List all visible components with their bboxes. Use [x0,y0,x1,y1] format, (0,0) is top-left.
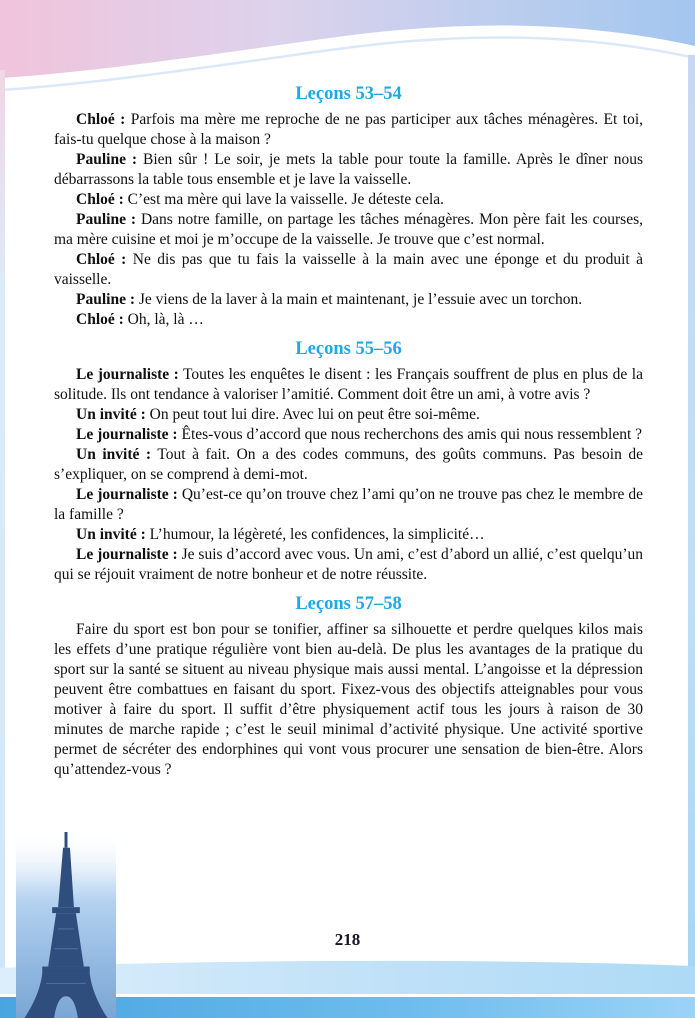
dialogue-text: Parfois ma mère me reproche de ne pas participer aux tâches ménagères. Et toi, fais-tu quelque chose à la maison ? [54,111,643,148]
dialogue-paragraph [54,150,643,190]
section-lecons-53-54 [54,84,643,330]
section-lecons-57-58 [54,594,643,780]
speaker-name: Un invité : [76,406,146,423]
dialogue-paragraph [54,445,643,485]
speaker-name: Pauline : [76,291,135,308]
dialogue-text: Êtes-vous d’accord que nous recherchons des amis qui nous ressemblent ? [181,426,643,443]
page-number: 218 [334,930,361,949]
section-lecons-55-56 [54,339,643,585]
dialogue-paragraph [54,310,643,330]
dialogue-text: Ne dis pas que tu fais la vaisselle à la main avec une éponge et du produit à vaisselle. [54,251,644,288]
dialogue-paragraph [54,405,643,425]
dialogue-paragraph [54,525,643,545]
speaker-name: Un invité : [76,526,146,543]
speaker-name: Chloé : [76,251,127,268]
dialogue-text: Bien sûr ! Le soir, je mets la table pour toute la famille. Après le dîner nous débarrassons la table tous ensemble et je lave la vaisselle. [54,151,643,188]
eiffel-tower-silhouette [16,830,116,1018]
dialogue-text: L’humour, la légèreté, les confidences, la simplicité… [149,526,485,543]
speaker-name: Pauline : [76,151,138,168]
left-border-decoration [0,70,5,968]
dialogue-text: Je suis d’accord avec vous. Un ami, c’est d’abord un allié, c’est quelqu’un qui se réjouit vraiment de notre bonheur et de notre réussite. [54,546,643,583]
section-title: Leçons 55–56 [295,339,402,359]
speaker-name: Le journaliste : [76,366,179,383]
right-border-decoration [688,55,695,968]
page-content [54,84,643,780]
speaker-name: Chloé : [76,111,126,128]
dialogue-text: Tout à fait. On a des codes communs, des goûts communs. Pas besoin de s’expliquer, on se comprend à demi-mot. [54,446,643,483]
dialogue-paragraph [54,545,643,585]
dialogue-text: Qu’est-ce qu’on trouve chez l’ami qu’on ne trouve pas chez le membre de la famille ? [54,486,643,523]
speaker-name: Chloé : [76,191,124,208]
eiffel-tower-image [16,830,116,1018]
dialogue-text: On peut tout lui dire. Avec lui on peut être soi-même. [149,406,480,423]
dialogue-text: C’est ma mère qui lave la vaisselle. Je déteste cela. [127,191,444,208]
speaker-name: Un invité : [76,446,152,463]
dialogue-paragraph [54,425,643,445]
dialogue-paragraph [54,290,643,310]
dialogue-paragraph [54,190,643,210]
dialogue-paragraph [54,110,643,150]
dialogue-paragraph [54,365,643,405]
top-wave-graphic [0,0,695,92]
dialogue-text: Dans notre famille, on partage les tâches ménagères. Mon père fait les courses, ma mère cuisine et moi je m’occupe de la vaisselle. Je trouve que c’est normal. [54,211,643,248]
speaker-name: Le journaliste : [76,426,178,443]
body-text: Faire du sport est bon pour se tonifier, affiner sa silhouette et perdre quelques kilos mais les effets d’une pratique régulière vont bien au-delà. De plus les avantages de la pratique du sport sur la santé se situent au niveau physique mais aussi mental. L’angoisse et la dépression peuvent être combattues en faisant du sport. Fixez-vous des objectifs atteignables pour vous motiver à faire du sport. Il suffit d’être physiquement actif tous les jours à raison de 30 minutes de marche rapide ; c’est le seuil minimal d’activité physique. Une activité sportive permet de sécréter des endorphines qui vont vous procurer une sensation de bien-être. Alors qu’attendez-vous ? [54,621,643,778]
speaker-name: Pauline : [76,211,137,228]
body-paragraph [54,620,643,780]
dialogue-paragraph [54,250,643,290]
top-border-decoration [0,0,695,92]
section-title: Leçons 53–54 [295,84,402,104]
section-title: Leçons 57–58 [295,594,402,614]
speaker-name: Le journaliste : [76,486,178,503]
dialogue-paragraph [54,210,643,250]
dialogue-text: Toutes les enquêtes le disent : les Français souffrent de plus en plus de la solitude. Ils ont tendance à valoriser l’amitié. Comment doit être un ami, à votre avis ? [54,366,643,403]
dialogue-text: Oh, là, là … [127,311,204,328]
dialogue-paragraph [54,485,643,525]
speaker-name: Le journaliste : [76,546,178,563]
dialogue-text: Je viens de la laver à la main et maintenant, je l’essuie avec un torchon. [138,291,583,308]
speaker-name: Chloé : [76,311,124,328]
